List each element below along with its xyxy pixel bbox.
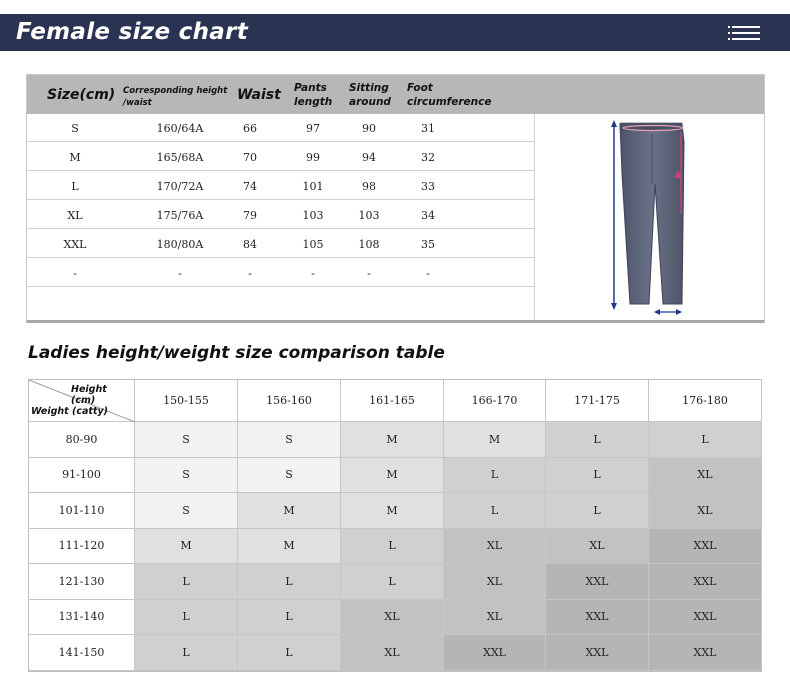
size-cell: 34 xyxy=(421,209,435,222)
size-cell: L xyxy=(444,493,546,529)
size-cell: 103 xyxy=(358,209,380,222)
size-cell: 84 xyxy=(243,238,257,251)
header-waist: Waist xyxy=(237,87,281,103)
size-cell: XXL xyxy=(546,600,649,636)
size-cell: M xyxy=(238,529,341,565)
comparison-table xyxy=(28,379,762,672)
size-row xyxy=(27,114,534,142)
column-divider xyxy=(534,114,535,322)
size-cell: XXL xyxy=(63,238,87,251)
size-cell: 35 xyxy=(421,238,435,251)
size-row xyxy=(27,172,534,200)
size-cell: L xyxy=(238,600,341,636)
header-foot-line2: circumference xyxy=(407,96,492,108)
size-cell: S xyxy=(135,422,238,458)
size-cell: L xyxy=(444,458,546,494)
size-cell: 180/80A xyxy=(156,238,204,251)
hamburger-menu-icon[interactable] xyxy=(732,26,760,40)
size-cell: XL xyxy=(546,529,649,565)
size-cell: 90 xyxy=(362,122,376,135)
size-cell: 74 xyxy=(243,180,257,193)
weight-cell: 111-120 xyxy=(29,529,135,565)
size-cell: XL xyxy=(444,529,546,565)
size-cell: - xyxy=(426,267,430,280)
height-label: Height (cm) xyxy=(71,384,107,406)
weight-cell: 80-90 xyxy=(29,422,135,458)
size-cell: 32 xyxy=(421,151,435,164)
size-cell: S xyxy=(135,458,238,494)
header-pants-line1: Pants xyxy=(294,82,327,94)
size-cell: L xyxy=(238,635,341,671)
size-cell: M xyxy=(341,458,444,494)
corner-cell xyxy=(29,380,135,422)
size-cell: 108 xyxy=(358,238,380,251)
header-pants-line2: length xyxy=(294,96,333,108)
column-header: 150-155 xyxy=(135,380,238,422)
size-row xyxy=(27,259,534,287)
size-cell: M xyxy=(341,422,444,458)
size-cell: 103 xyxy=(302,209,324,222)
header-sit-line2: around xyxy=(349,96,391,108)
size-row xyxy=(27,143,534,171)
size-cell: 160/64A xyxy=(156,122,204,135)
size-cell: 99 xyxy=(306,151,320,164)
size-cell: L xyxy=(135,564,238,600)
size-cell: S xyxy=(135,493,238,529)
size-cell: XL xyxy=(341,635,444,671)
size-cell: S xyxy=(71,122,79,135)
size-cell: M xyxy=(69,151,81,164)
size-cell: - xyxy=(367,267,371,280)
size-row xyxy=(27,201,534,229)
menu-line xyxy=(732,38,760,40)
size-cell: L xyxy=(649,422,762,458)
menu-line xyxy=(732,32,760,34)
size-cell: XL xyxy=(444,564,546,600)
size-cell: M xyxy=(341,493,444,529)
size-cell: L xyxy=(238,564,341,600)
pants-illustration xyxy=(560,114,710,320)
size-cell: XL xyxy=(341,600,444,636)
size-cell: L xyxy=(546,422,649,458)
size-cell: XL xyxy=(649,493,762,529)
bottom-border xyxy=(27,320,764,323)
weight-cell: 91-100 xyxy=(29,458,135,494)
size-cell: L xyxy=(546,493,649,529)
weight-cell: 101-110 xyxy=(29,493,135,529)
size-cell: 98 xyxy=(362,180,376,193)
size-row xyxy=(27,230,534,258)
size-cell: XXL xyxy=(649,600,762,636)
size-cell: 31 xyxy=(421,122,435,135)
size-cell: M xyxy=(238,493,341,529)
column-header: 156-160 xyxy=(238,380,341,422)
column-header: 161-165 xyxy=(341,380,444,422)
size-cell: L xyxy=(341,529,444,565)
size-cell: XXL xyxy=(649,564,762,600)
size-cell: 165/68A xyxy=(156,151,204,164)
size-cell: 105 xyxy=(302,238,324,251)
column-header: 171-175 xyxy=(546,380,649,422)
comparison-title: Ladies height/weight size comparison table xyxy=(28,343,445,363)
size-cell: XXL xyxy=(649,529,762,565)
size-cell: M xyxy=(444,422,546,458)
size-cell: XL xyxy=(444,600,546,636)
size-cell: 79 xyxy=(243,209,257,222)
size-cell: 33 xyxy=(421,180,435,193)
size-cell: 101 xyxy=(302,180,324,193)
size-cell: 97 xyxy=(306,122,320,135)
size-cell: S xyxy=(238,458,341,494)
size-cell: 170/72A xyxy=(156,180,204,193)
size-cell: XXL xyxy=(546,635,649,671)
weight-cell: 131-140 xyxy=(29,600,135,636)
size-cell: - xyxy=(73,267,77,280)
column-header: 166-170 xyxy=(444,380,546,422)
size-cell: L xyxy=(71,180,79,193)
size-cell: L xyxy=(135,600,238,636)
size-cell: L xyxy=(341,564,444,600)
size-cell: 175/76A xyxy=(156,209,204,222)
header-sit-line1: Sitting xyxy=(349,82,389,94)
size-chart-header xyxy=(27,75,764,114)
header-corresponding-line2: /waist xyxy=(123,98,152,108)
size-cell: XXL xyxy=(649,635,762,671)
size-cell: S xyxy=(238,422,341,458)
header-pants-length xyxy=(294,81,332,109)
menu-line xyxy=(732,26,760,28)
size-cell: L xyxy=(546,458,649,494)
size-cell: XXL xyxy=(546,564,649,600)
size-cell: - xyxy=(248,267,252,280)
header-banner xyxy=(0,14,790,51)
page-title: Female size chart xyxy=(16,19,249,45)
size-cell: 66 xyxy=(243,122,257,135)
header-sitting-around xyxy=(349,81,391,109)
size-cell: L xyxy=(135,635,238,671)
header-foot-line1: Foot xyxy=(407,82,433,94)
header-foot-circumference xyxy=(407,81,491,109)
size-cell: XL xyxy=(67,209,83,222)
weight-label: Weight (catty) xyxy=(31,406,108,417)
size-cell: - xyxy=(178,267,182,280)
header-corresponding-line1: Corresponding height xyxy=(123,86,228,96)
size-cell: - xyxy=(311,267,315,280)
size-cell: 94 xyxy=(362,151,376,164)
size-cell: XXL xyxy=(444,635,546,671)
header-size: Size(cm) xyxy=(47,87,116,103)
column-header: 176-180 xyxy=(649,380,762,422)
size-cell: 70 xyxy=(243,151,257,164)
weight-cell: 121-130 xyxy=(29,564,135,600)
size-cell: XL xyxy=(649,458,762,494)
header-corresponding xyxy=(123,85,227,109)
weight-cell: 141-150 xyxy=(29,635,135,671)
size-cell: M xyxy=(135,529,238,565)
